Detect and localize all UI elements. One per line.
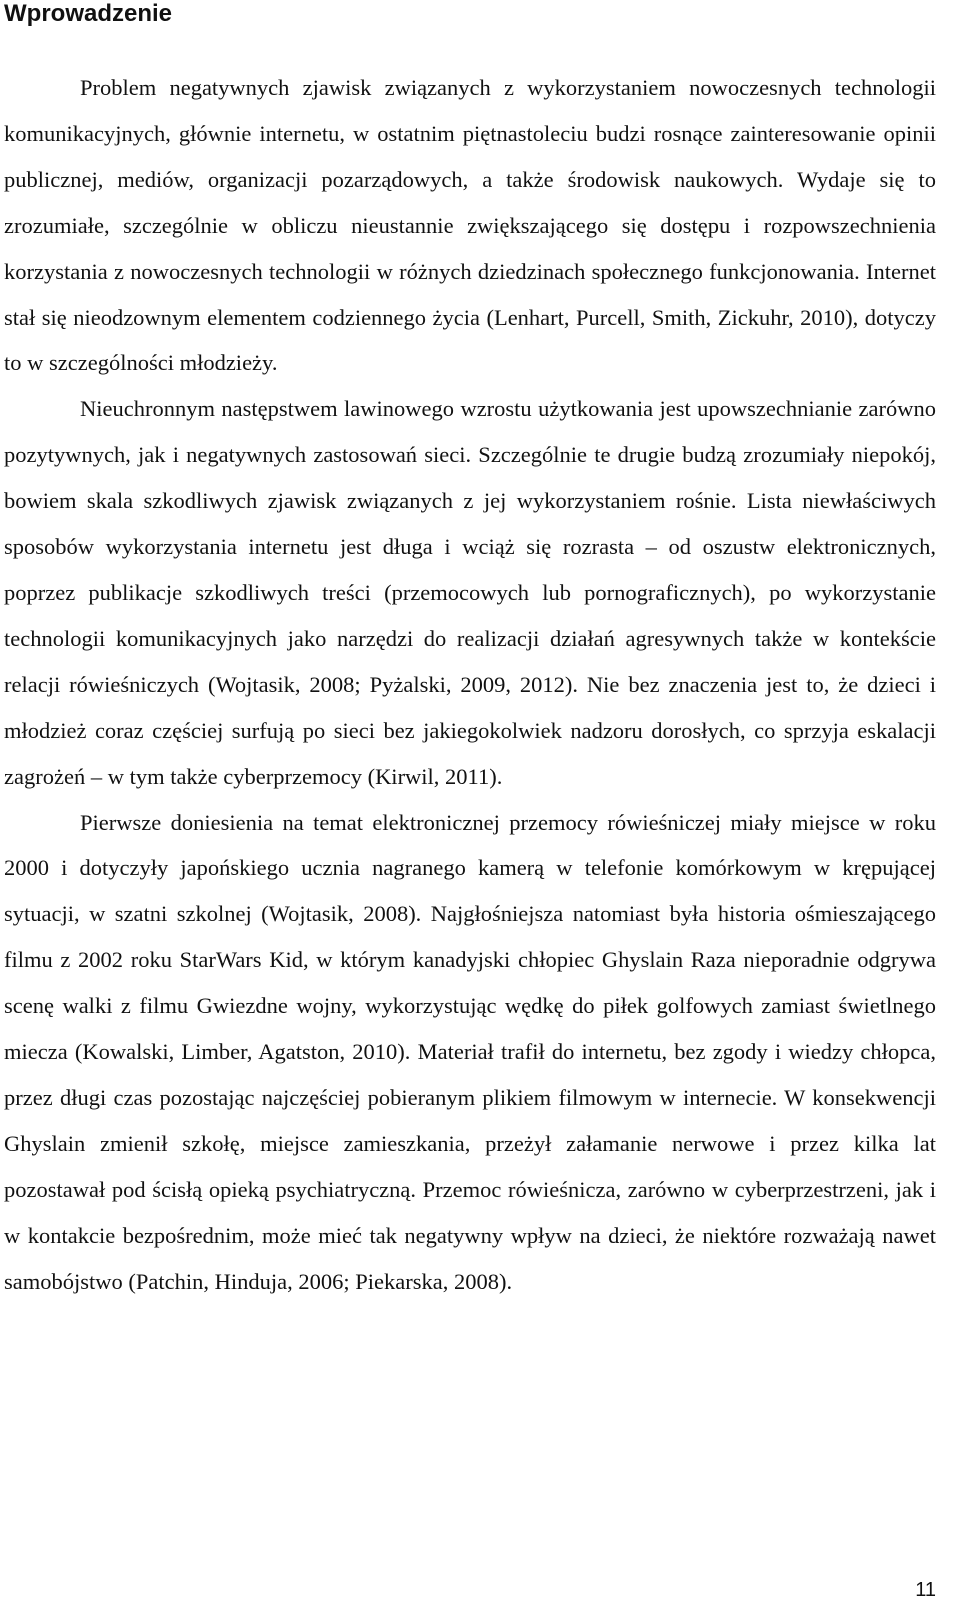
- paragraph-1: Problem negatywnych zjawisk związanych z wykorzystaniem nowoczesnych technologii komunikacyjnych, głównie internetu, w ostatnim piętnastoleciu budzi rosnące zainteresowanie opinii publicznej, mediów, organizacji pozarządowych, a także środowisk naukowych. Wydaje się to zrozumiałe, szczególnie w obliczu nieustannie zwiększającego się dostępu i rozpowszechnienia korzystania z nowoczesnych technologii w różnych dziedzinach społecznego funkcjonowania. Internet stał się nieodzownym elementem codziennego życia (Lenhart, Purcell, Smith, Zickuhr, 2010), dotyczy to w szczególności młodzieży.: [4, 75, 936, 376]
- paragraph-3: Pierwsze doniesienia na temat elektronicznej przemocy rówieśniczej miały miejsce w roku 2000 i dotyczyły japońskiego ucznia nagranego kamerą w telefonie komórkowym w krępującej sytuacji, w szatni szkolnej (Wojtasik, 2008). Najgłośniejsza natomiast była historia ośmieszającego filmu z 2002 roku StarWars Kid, w którym kanadyjski chłopiec Ghyslain Raza nieporadnie odgrywa scenę walki z filmu Gwiezdne wojny, wykorzystując wędkę do piłek golfowych zamiast świetlnego miecza (Kowalski, Limber, Agatston, 2010). Materiał trafił do internetu, bez zgody i wiedzy chłopca, przez długi czas pozostając najczęściej pobieranym plikiem filmowym w internecie. W konsekwencji Ghyslain zmienił szkołę, miejsce zamieszkania, przeżył załamanie nerwowe i przez kilka lat pozostawał pod ścisłą opieką psychiatryczną. Przemoc rówieśnicza, zarówno w cyberprzestrzeni, jak i w kontakcie bezpośrednim, może mieć tak negatywny wpływ na dzieci, że niektóre rozważają nawet samobójstwo (Patchin, Hinduja, 2006; Piekarska, 2008).: [4, 809, 936, 1294]
- page-number: 11: [915, 1579, 936, 1601]
- body-text: [4, 65, 936, 1304]
- paragraph-2: Nieuchronnym następstwem lawinowego wzrostu użytkowania jest upowszechnianie zarówno pozytywnych, jak i negatywnych zastosowań sieci. Szczególnie te drugie budzą zrozumiały niepokój, bowiem skala szkodliwych zjawisk związanych z jej wykorzystaniem rośnie. Lista niewłaściwych sposobów wykorzystania internetu jest długa i wciąż się rozrasta – od oszustw elektronicznych, poprzez publikacje szkodliwych treści (przemocowych lub pornograficznych), po wykorzystanie technologii komunikacyjnych jako narzędzi do realizacji działań agresywnych także w kontekście relacji rówieśniczych (Wojtasik, 2008; Pyżalski, 2009, 2012). Nie bez znaczenia jest to, że dzieci i młodzież coraz częściej surfują po sieci bez jakiegokolwiek nadzoru dorosłych, co sprzyja eskalacji zagrożeń – w tym także cyberprzemocy (Kirwil, 2011).: [4, 396, 936, 789]
- section-heading: Wprowadzenie: [4, 0, 173, 27]
